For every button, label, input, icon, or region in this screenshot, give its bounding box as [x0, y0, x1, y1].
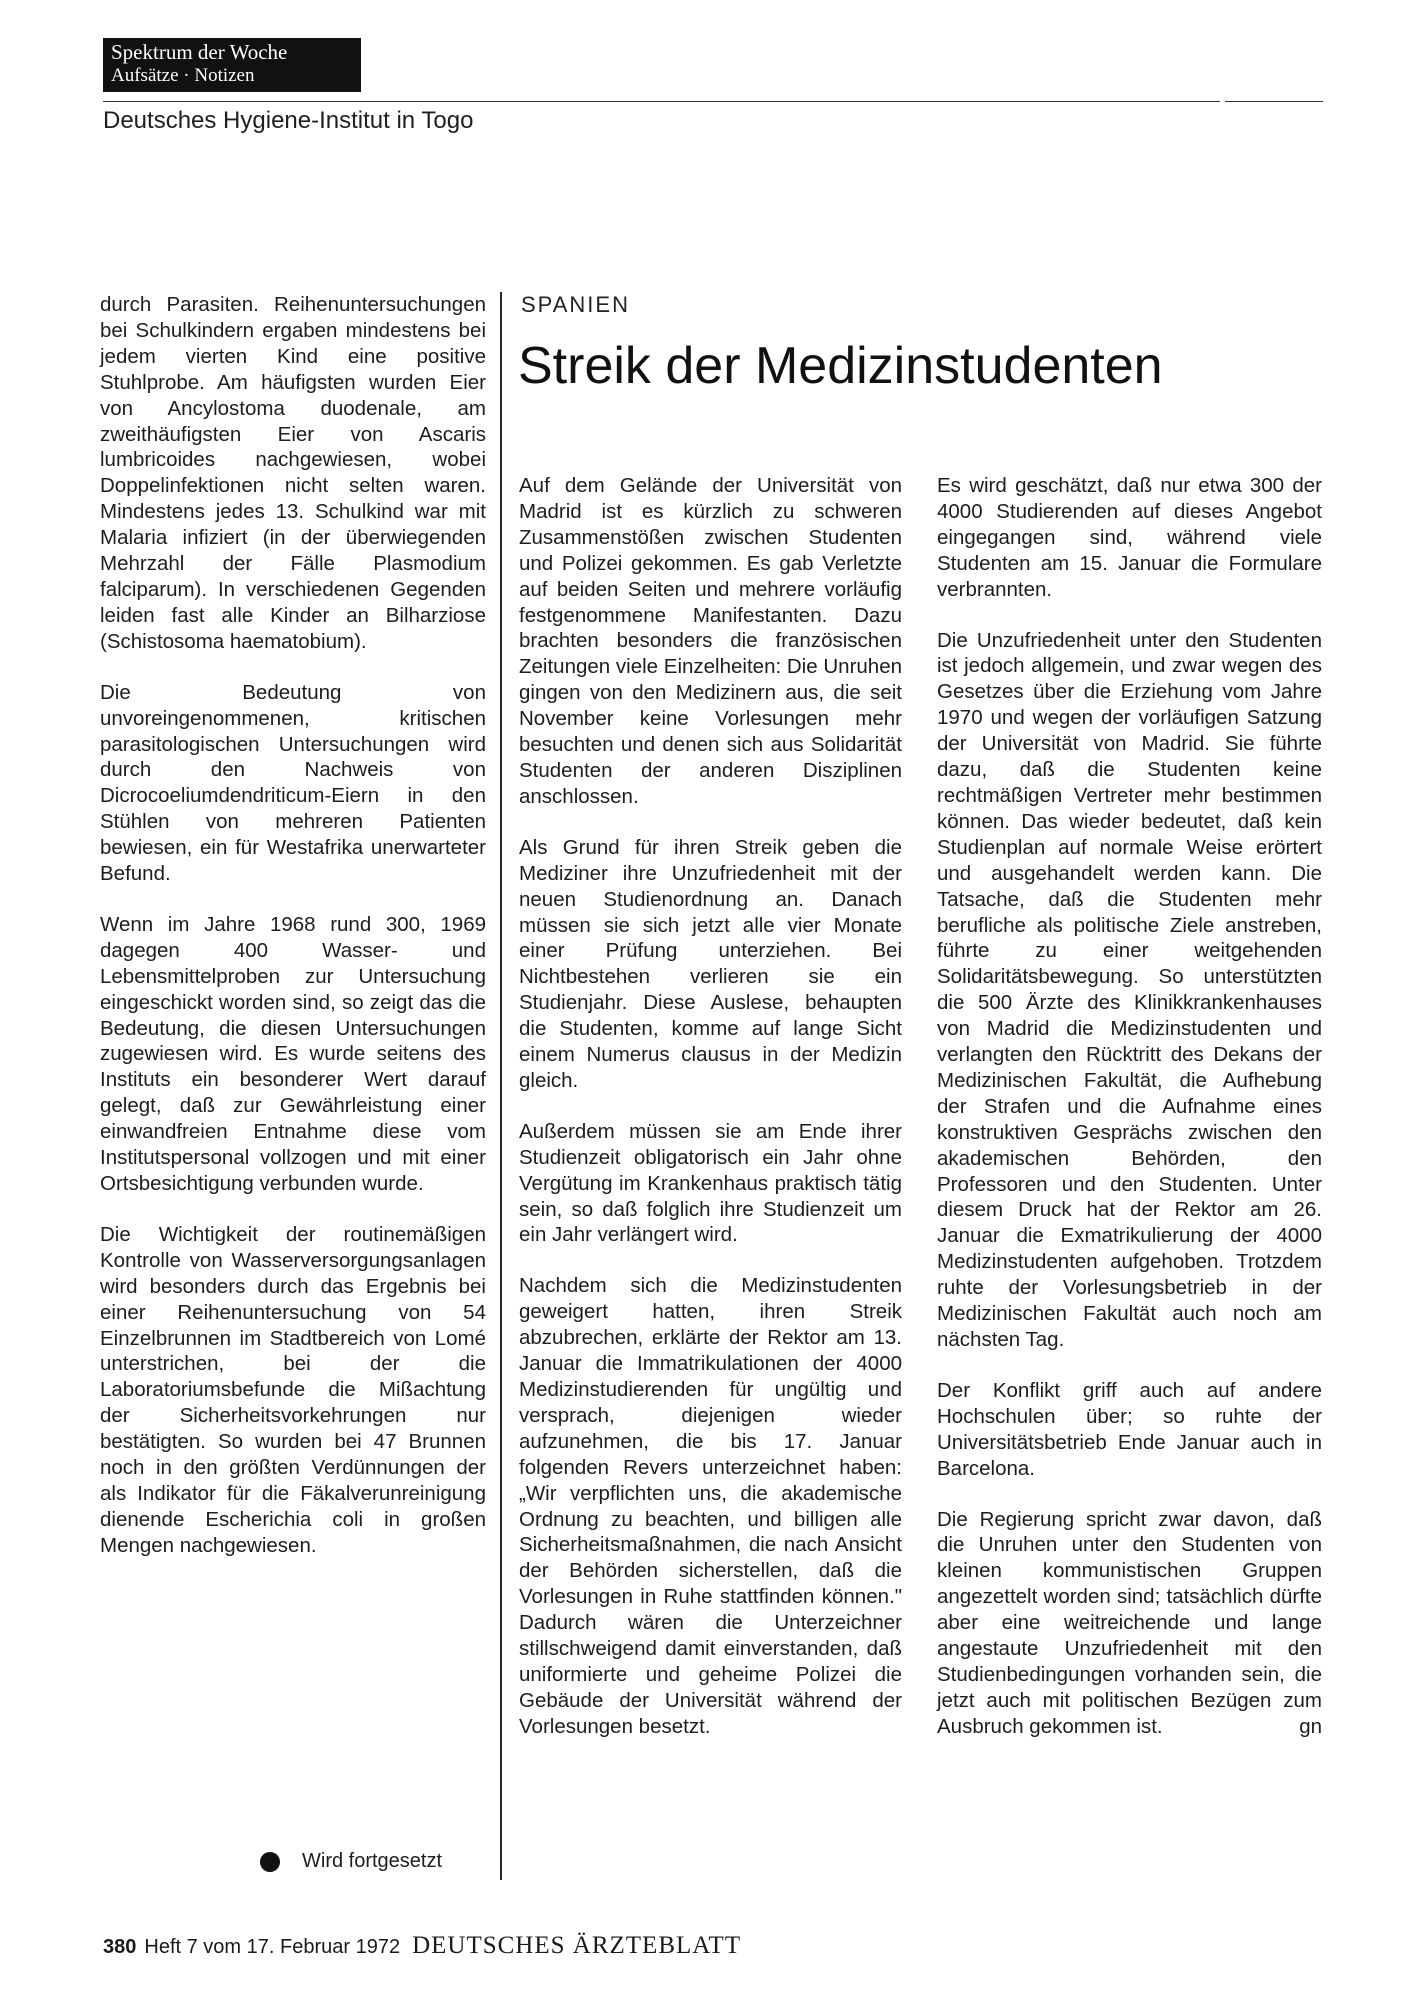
middle-column — [519, 473, 902, 1765]
continued-label: Wird fortgesetzt — [302, 1850, 443, 1872]
last-paragraph-text: Die Regierung spricht zwar davon, daß die Unruhen unter den Studenten von kleinen kommunistischen Gruppen angezettelt worden sind; tatsächlich dürfte aber eine weitreichende und lange angestaute Unzufriedenheit mit den Studienbedingungen vorhanden sein, die jetzt auch mit politischen Bezügen zum Ausbruch gekommen ist. — [937, 1507, 1322, 1738]
article-paragraph: Außerdem müssen sie am Ende ihrer Studienzeit obligatorisch ein Jahr ohne Vergütung im Krankenhaus praktisch tätig sein, so daß folglich ihre Studienzeit um ein Jahr verlängert wird. — [519, 1119, 902, 1247]
section-title: Deutsches Hygiene-Institut in Togo — [103, 107, 474, 134]
article-paragraph: Als Grund für ihren Streik geben die Mediziner ihre Unzufriedenheit mit der neuen Studienordnung an. Danach müssen sie sich jetzt alle vier Monate einer Prüfung unterziehen. Bei Nichtbestehen verlieren sie ein Studienjahr. Diese Auslese, behaupten die Studenten, komme auf lange Sicht einem Numerus clausus in der Medizin gleich. — [519, 835, 902, 1092]
left-paragraph: durch Parasiten. Reihenuntersuchungen bei Schulkindern ergaben mindestens bei jedem vierten Kind eine positive Stuhlprobe. Am häufigsten wurden Eier von Ancylostoma duodenale, am zweithäufigsten Eier von Ascaris lumbricoides nachgewiesen, wobei Doppelinfektionen nicht selten waren. Mindestens jedes 13. Schulkind war mit Malaria infiziert (in der überwiegenden Mehrzahl der Fälle Plasmodium falciparum). In verschiedenen Gegenden leiden fast alle Kinder an Bilharziose (Schistosoma haematobium). — [100, 293, 486, 653]
issue-info: Heft 7 vom 17. Februar 1972 — [144, 1936, 401, 1958]
column-divider — [500, 292, 502, 1880]
page-footer — [103, 1932, 741, 1960]
rubric-box — [103, 38, 361, 92]
magazine-name: DEUTSCHES ÄRZTEBLATT — [412, 1932, 742, 1959]
article-paragraph: Auf dem Gelände der Universität von Madrid ist es kürzlich zu schweren Zusammenstößen zwischen Studenten und Polizei gekommen. Es gab Verletzte auf beiden Seiten und mehrere vorläufig festgenommene Manifestanten. Dazu brachten besonders die französischen Zeitungen viele Einzelheiten: Die Unruhen gingen von den Medizinern aus, die seit November keine Vorlesungen mehr besuchten und denen sich aus Solidarität Studenten der anderen Disziplinen anschlossen. — [519, 474, 902, 808]
header-rule-right — [1225, 101, 1323, 102]
rubric-line-1: Spektrum der Woche — [111, 40, 288, 64]
continued-note — [260, 1850, 442, 1873]
article-paragraph: Die Unzufriedenheit unter den Studenten ist jedoch allgemein, und zwar wegen des Gesetzes über die Erziehung vom Jahre 1970 und wegen der vorläufigen Satzung der Universität von Madrid. Sie führte dazu, daß die Studenten keine rechtmäßigen Vertreter mehr bestimmen können. Das wieder bedeutet, daß kein Studienplan auf normale Weise erörtert und ausgehandelt werden kann. Die Tatsache, daß die Studenten mehr berufliche als politische Ziele anstreben, führte zu einer weitgehenden Solidaritätsbewegung. So unterstützten die 500 Ärzte des Klinikkrankenhauses von Madrid die Medizinstudenten und verlangten den Rücktritt des Dekans der Medizinischen Fakultät, die Aufhebung der Strafen und die Aufnahme eines konstruktiven Gesprächs zwischen den akademischen Behörden, den Professoren und den Studenten. Unter diesem Druck hat der Rektor am 26. Januar die Exmatrikulierung der 4000 Medizinstudenten aufgehoben. Trotzdem ruhte der Vorlesungsbetrieb in der Medizinischen Fakultät auch noch am nächsten Tag. — [937, 628, 1322, 1351]
bullet-dot-icon — [260, 1852, 280, 1872]
article-paragraph: Der Konflikt griff auch auf andere Hochschulen über; so ruhte der Universitätsbetrieb Ende Januar auch in Barcelona. — [937, 1378, 1322, 1480]
right-column — [937, 473, 1322, 1765]
left-column — [100, 292, 486, 1584]
article-kicker: SPANIEN — [521, 292, 630, 317]
left-paragraph: Wenn im Jahre 1968 rund 300, 1969 dagegen 400 Wasser- und Lebensmittelproben zur Untersuchung eingeschickt worden sind, so zeigt das die Bedeutung, die diesen Untersuchungen zugewiesen wird. Es wurde seitens des Instituts ein besonderer Wert darauf gelegt, daß zur Gewährleistung einer einwandfreien Entnahme diese vom Institutspersonal vollzogen und mit einer Ortsbesichtigung verbunden wurde. — [100, 912, 486, 1195]
article-headline: Streik der Medizinstudenten — [518, 337, 1163, 395]
left-paragraph: Die Wichtigkeit der routinemäßigen Kontrolle von Wasserversorgungsanlagen wird besonders durch das Ergebnis bei einer Reihenuntersuchung von 54 Einzelbrunnen im Stadtbereich von Lomé unterstrichen, bei der die Laboratoriumsbefunde die Mißachtung der Sicherheitsvorkehrungen nur bestätigten. So wurden bei 47 Brunnen noch in den größten Verdünnungen der als Indikator für die Fäkalverunreinigung dienende Escherichia coli in großen Mengen nachgewiesen. — [100, 1222, 486, 1557]
article-paragraph: Nachdem sich die Medizinstudenten geweigert hatten, ihren Streik abzubrechen, erklärte der Rektor am 13. Januar die Immatrikulationen der 4000 Medizinstudierenden für ungültig und versprach, diejenigen wieder aufzunehmen, die bis 17. Januar folgenden Revers unterzeichnet haben: „Wir verpflichten uns, die akademische Ordnung zu beachten, und billigen alle Sicherheitsmaßnahmen, die nach Ansicht der Behörden sicherstellen, daß die Vorlesungen in Ruhe stattfinden können." Dadurch wären die Unterzeichner stillschweigend damit einverstanden, daß uniformierte und geheime Polizei die Gebäude der Universität während der Vorlesungen besetzt. — [519, 1274, 902, 1738]
article-paragraph-last — [937, 1507, 1322, 1740]
left-paragraph: Die Bedeutung von unvoreingenommenen, kritischen parasitologischen Untersuchungen wird durch den Nachweis von Dicrocoeliumdendriticum-Eiern in den Stühlen von mehreren Patienten bewiesen, ein für Westafrika unerwarteter Befund. — [100, 680, 486, 886]
header-rule-left — [103, 101, 1220, 102]
article-paragraph: Es wird geschätzt, daß nur etwa 300 der 4000 Studierenden auf dieses Angebot eingegangen sind, während viele Studenten am 15. Januar die Formulare verbrannten. — [937, 474, 1322, 601]
rubric-line-2: Aufsätze · Notizen — [111, 65, 255, 86]
page-number: 380 — [103, 1936, 137, 1958]
author-signoff: gn — [1299, 1714, 1322, 1738]
